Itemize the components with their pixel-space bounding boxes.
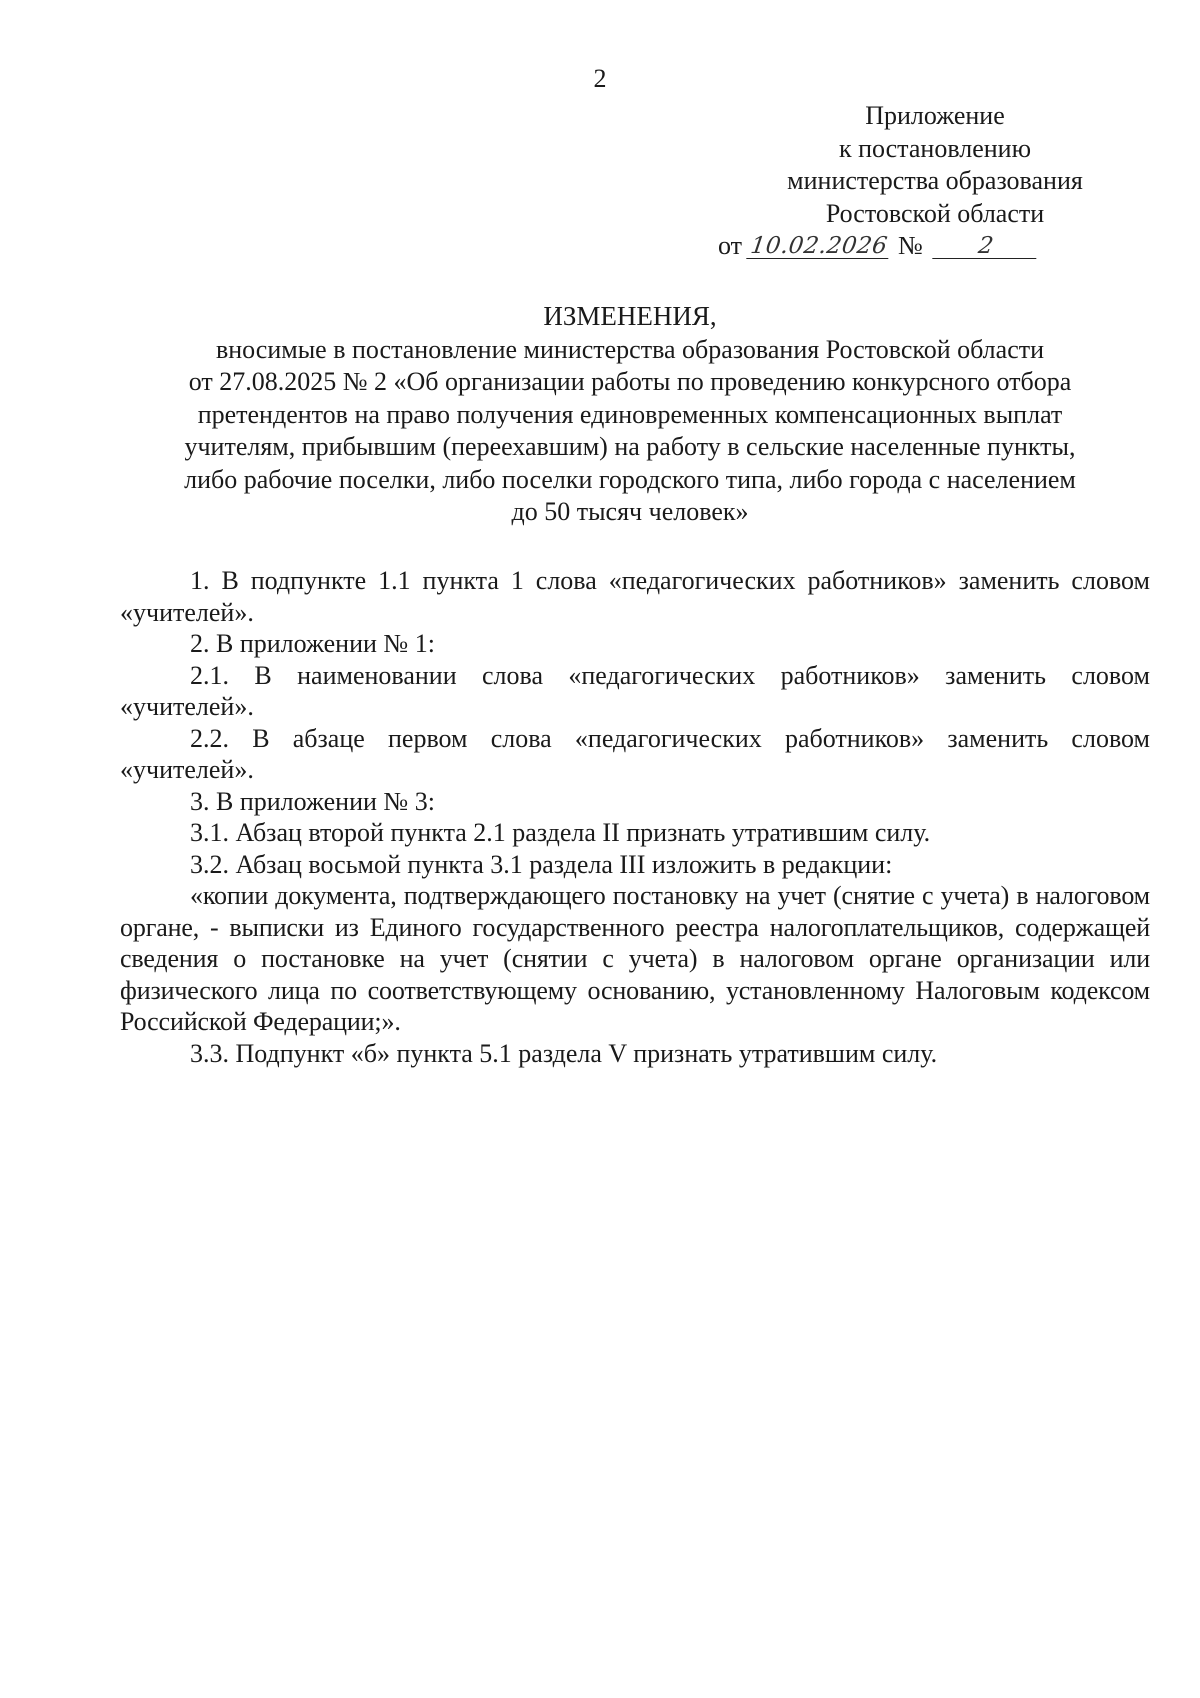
title-line: учителям, прибывшим (переехавшим) на работу в сельские населенные пункты, [184,432,1076,461]
item-1: 1. В подпункте 1.1 пункта 1 слова «педагогических работников» заменить словом «учителей». [120,566,1150,627]
title-line: вносимые в постановление министерства образования Ростовской области [215,334,1045,364]
item-3: 3. В приложении № 3: [190,786,435,816]
item-3-2: 3.2. Абзац восьмой пункта 3.1 раздела III изложить в редакции: [190,849,893,879]
handwritten-date: 10.02.2026 [746,234,892,259]
date-prefix: от [718,231,743,260]
title-line: от 27.08.2025 № 2 «Об организации работы по проведению конкурсного отбора [188,367,1072,396]
page-number: 2 [593,64,607,93]
title-line: до 50 тысяч человек» [511,497,749,526]
title-line: либо рабочие поселки, либо поселки городского типа, либо города с населением [184,464,1076,494]
appendix-header [718,100,1100,263]
title-line: претендентов на право получения единовременных компенсационных выплат [197,399,1063,429]
item-2-1: 2.1. В наименовании слова «педагогических работников» заменить словом «учителей». [120,660,1150,721]
item-3-3: 3.3. Подпункт «б» пункта 5.1 раздела V признать утратившим силу. [190,1038,938,1068]
title-heading: ИЗМЕНЕНИЯ, [543,301,717,331]
appendix-line: Ростовской области [825,198,1045,228]
number-prefix: № [898,231,923,260]
item-3-1: 3.1. Абзац второй пункта 2.1 раздела II признать утратившим силу. [190,818,931,847]
appendix-title: Приложение [865,101,1005,130]
document-body [120,565,1150,1069]
handwritten-number: 2 [932,234,1040,259]
item-3-2-quote: «копии документа, подтверждающего постановку на учет (снятие с учета) в налоговом органе, - выписки из Единого государственного реестра налогоплательщиков, содержащей сведения о постановке на учет (снятии с учета) в налоговом органе организации или физического лица по соответствующему основанию, установленному Налоговым кодексом Российской Федерации;». [120,881,1150,1036]
appendix-line: к постановлению [838,133,1032,163]
appendix-date-line [718,230,1100,263]
document-title [120,300,1140,529]
appendix-line: министерства образования [787,166,1083,195]
item-2-2: 2.2. В абзаце первом слова «педагогических работников» заменить словом «учителей». [120,723,1150,784]
item-2: 2. В приложении № 1: [190,629,435,658]
